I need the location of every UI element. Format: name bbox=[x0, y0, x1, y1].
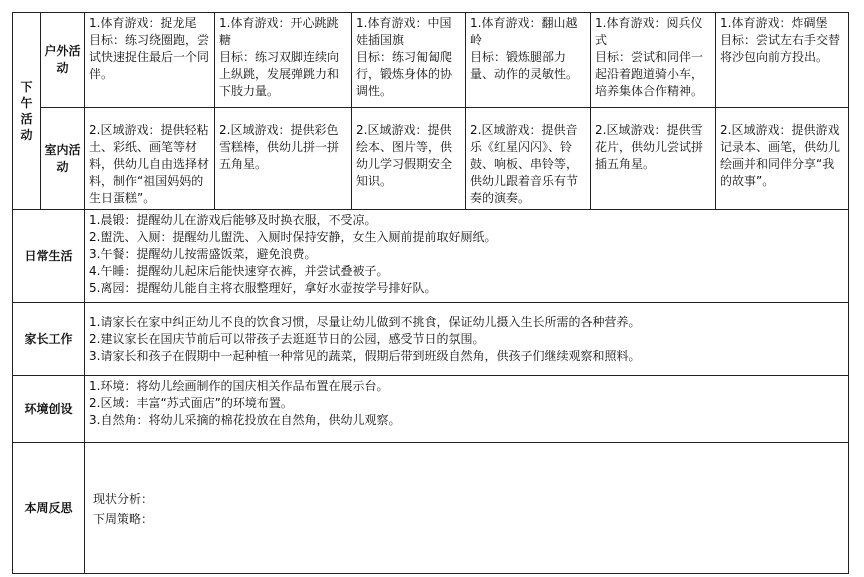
outdoor-activity-mon: 1.体育游戏：捉龙尾 目标：练习绕圈跑，尝试快速捉住最后一个同伴。 bbox=[85, 13, 215, 108]
daily-life-row bbox=[13, 210, 849, 303]
reflection-row bbox=[13, 443, 849, 574]
afternoon-label-cell bbox=[13, 13, 41, 210]
environment-item: 2.区域：丰富“苏式面店”的环境布置。 bbox=[89, 396, 293, 410]
indoor-activity-fri: 2.区域游戏：提供雪花片，供幼儿尝试拼插五角星。 bbox=[591, 108, 716, 210]
parent-item: 3.请家长和孩子在假期中一起种植一种常见的蔬菜，假期后带到班级自然角，供孩子们继续观察和照料。 bbox=[89, 348, 641, 363]
indoor-activity-thu: 2.区域游戏：提供音乐《红星闪闪》、铃鼓、响板、串铃等，供幼儿跟着音乐有节奏的演奏。 bbox=[466, 108, 591, 210]
daily-item: 1.晨锻：提醒幼儿在游戏后能够及时换衣服，不受凉。 bbox=[89, 213, 377, 227]
environment-item: 3.自然角：将幼儿采摘的棉花投放在自然角，供幼儿观察。 bbox=[89, 413, 401, 427]
environment-item: 1.环境：将幼儿绘画制作的国庆相关作品布置在展示台。 bbox=[89, 379, 389, 393]
daily-life-label: 日常生活 bbox=[13, 210, 85, 303]
reflection-label: 本周反思 bbox=[13, 443, 85, 574]
environment-label: 环境创设 bbox=[13, 376, 85, 443]
parent-work-content bbox=[85, 303, 849, 376]
daily-item: 3.午餐：提醒幼儿按需盛饭菜，避免浪费。 bbox=[89, 247, 317, 261]
afternoon-indoor-row bbox=[13, 108, 849, 210]
next-week-strategy-label: 下周策略： bbox=[93, 512, 154, 526]
parent-item: 1.请家长在家中纠正幼儿不良的饮食习惯，尽量让幼儿做到不挑食，保证幼儿摄入生长所需的各种营养。 bbox=[89, 314, 641, 329]
indoor-activity-wed: 2.区域游戏：提供绘本、图片等，供幼儿学习假期安全知识。 bbox=[352, 108, 466, 210]
parent-work-row bbox=[13, 303, 849, 376]
parent-work-label: 家长工作 bbox=[13, 303, 85, 376]
afternoon-outdoor-row bbox=[13, 13, 849, 108]
outdoor-activity-tue: 1.体育游戏：开心跳跳糖 目标：练习双脚连续向上纵跳，发展弹跳力和下肢力量。 bbox=[215, 13, 352, 108]
outdoor-activity-thu: 1.体育游戏：翻山越岭 目标：锻炼腿部力量、动作的灵敏性。 bbox=[466, 13, 591, 108]
daily-item: 5.离园：提醒幼儿能自主将衣服整理好，拿好水壶按学号排好队。 bbox=[89, 281, 437, 295]
reflection-content bbox=[85, 443, 849, 574]
parent-item: 2.建议家长在国庆节前后可以带孩子去逛逛节日的公园，感受节日的氛围。 bbox=[89, 331, 485, 346]
environment-content bbox=[85, 376, 849, 443]
afternoon-label: 下午活动 bbox=[20, 80, 33, 142]
weekly-plan-table bbox=[12, 12, 849, 574]
indoor-activity-tue: 2.区域游戏：提供彩色雪糕棒，供幼儿拼一拼五角星。 bbox=[215, 108, 352, 210]
indoor-activity-mon: 2.区域游戏：提供轻粘土、彩纸、画笔等材料，供幼儿自由选择材料，制作“祖国妈妈的生日蛋糕”。 bbox=[85, 108, 215, 210]
outdoor-activity-sat: 1.体育游戏：炸碉堡 目标：尝试左右手交替将沙包向前方投出。 bbox=[716, 13, 849, 108]
daily-item: 2.盥洗、入厕：提醒幼儿盥洗、入厕时保持安静，女生入厕前提前取好厕纸。 bbox=[89, 230, 497, 244]
daily-life-content bbox=[85, 210, 849, 303]
outdoor-activity-fri: 1.体育游戏：阅兵仪式 目标：尝试和同伴一起沿着跑道骑小车，培养集体合作精神。 bbox=[591, 13, 716, 108]
environment-row bbox=[13, 376, 849, 443]
indoor-activity-sat: 2.区域游戏：提供游戏记录本、画笔，供幼儿绘画并和同伴分享“我的故事”。 bbox=[716, 108, 849, 210]
outdoor-label: 户外活动 bbox=[41, 13, 85, 108]
daily-item: 4.午睡：提醒幼儿起床后能快速穿衣裤，并尝试叠被子。 bbox=[89, 264, 389, 278]
outdoor-activity-wed: 1.体育游戏：中国娃插国旗 目标：练习匍匐爬行，锻炼身体的协调性。 bbox=[352, 13, 466, 108]
indoor-label: 室内活动 bbox=[41, 108, 85, 210]
status-analysis-label: 现状分析： bbox=[93, 492, 154, 506]
